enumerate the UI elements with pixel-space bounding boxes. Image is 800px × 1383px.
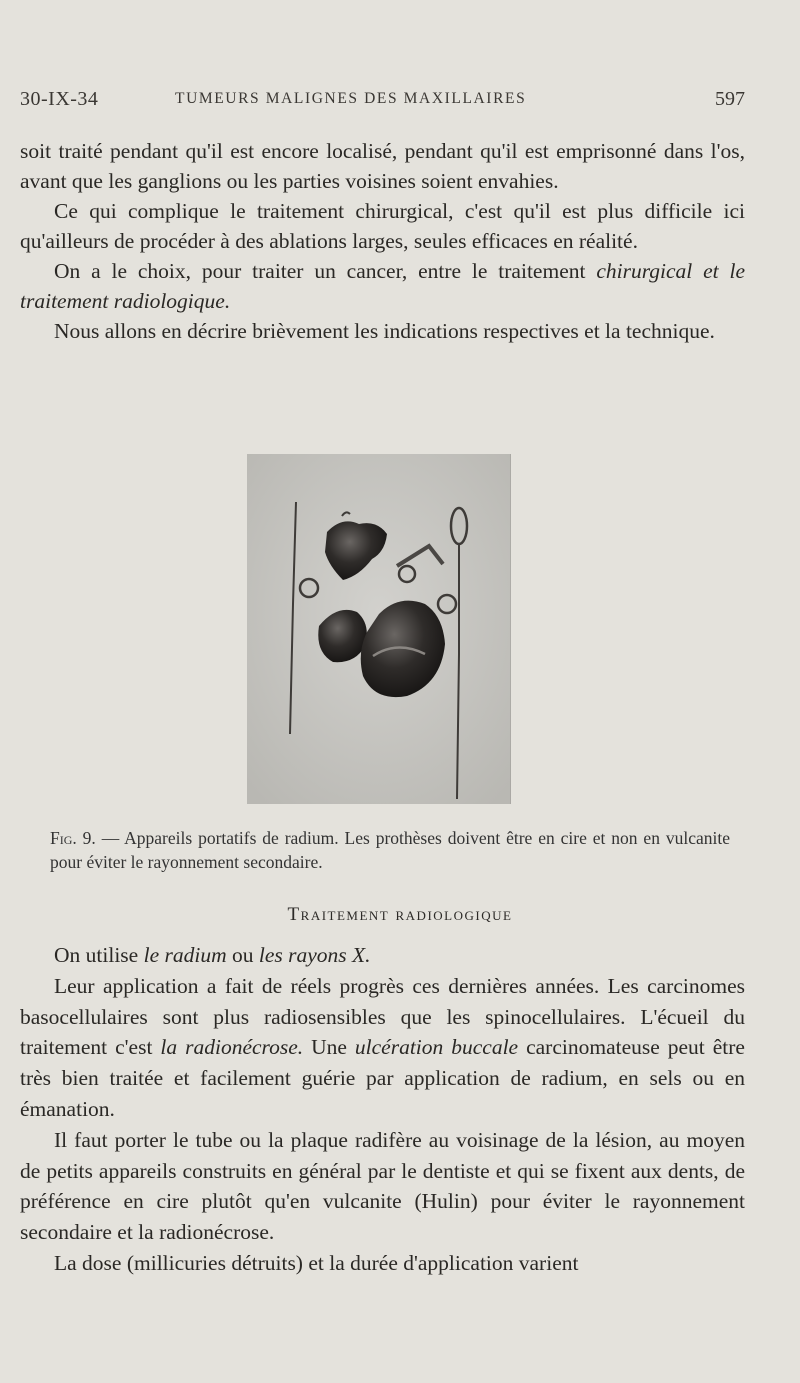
figure-caption (50, 826, 730, 874)
text-run: On utilise (54, 943, 144, 967)
italic-run: le radium (143, 943, 227, 967)
text-run: Une (303, 1035, 355, 1060)
italic-run: les rayons X. (258, 943, 371, 967)
paragraph: Ce qui complique le traitement chirurgical, c'est qu'il est plus difficile ici qu'ailleurs de procéder à des ablations larges, seules efficaces en réalité. (20, 199, 745, 253)
paragraph: Il faut porter le tube ou la plaque radifère au voisinage de la lésion, au moyen de petits appareils construits en général par le dentiste et qui se fixent aux dents, de préférence en cire plutôt qu'en vulcanite (Hulin) pour éviter le rayonnement secondaire et la radionécrose. (20, 1127, 745, 1245)
figure-photo (247, 454, 511, 804)
paragraph (20, 971, 745, 1125)
caption-text: Appareils portatifs de radium. Les prothèses doivent être en cire et non en vulcanite pour éviter le rayonnement secondaire. (50, 828, 730, 872)
text-run: carcinomateuse peut être très bien traitée et facilement guérie par application de radium, en sels ou en émanation. (20, 1035, 745, 1121)
paragraph: soit traité pendant qu'il est encore localisé, pendant qu'il est emprisonné dans l'os, avant que les ganglions ou les parties voisines soient envahies. (20, 139, 745, 193)
page-number: 597 (715, 88, 745, 110)
figure-label: Fig. 9. (50, 828, 96, 848)
running-head (20, 88, 745, 116)
running-title: TUMEURS MALIGNES DES MAXILLAIRES (175, 90, 527, 107)
radium-appliances-image (247, 454, 511, 804)
paragraph (20, 256, 745, 316)
italic-run: chirurgical et le traitement radiologique. (20, 259, 745, 313)
text-run: ou (226, 943, 259, 967)
caption-dash: — (95, 828, 125, 848)
text-run: Leur application a fait de réels progrès ces dernières années. Les carcinomes basocellulaires sont plus radiosensibles que les spinocellulaires. L'écueil du traitement c'est (20, 973, 745, 1060)
paragraph: Nous allons en décrire brièvement les indications respectives et la technique. (54, 319, 715, 343)
section-text (20, 940, 745, 1279)
italic-run: la radionécrose. (160, 1035, 304, 1060)
paragraph (20, 940, 745, 971)
paragraph: La dose (millicuries détruits) et la durée d'application varient (54, 1250, 579, 1275)
date-code: 30-IX-34 (20, 88, 99, 110)
italic-run: ulcération buccale (354, 1035, 519, 1060)
section-title: Traitement radiologique (287, 904, 513, 925)
intro-text (20, 136, 745, 346)
text-run: On a le choix, pour traiter un cancer, entre le traitement (54, 259, 597, 283)
